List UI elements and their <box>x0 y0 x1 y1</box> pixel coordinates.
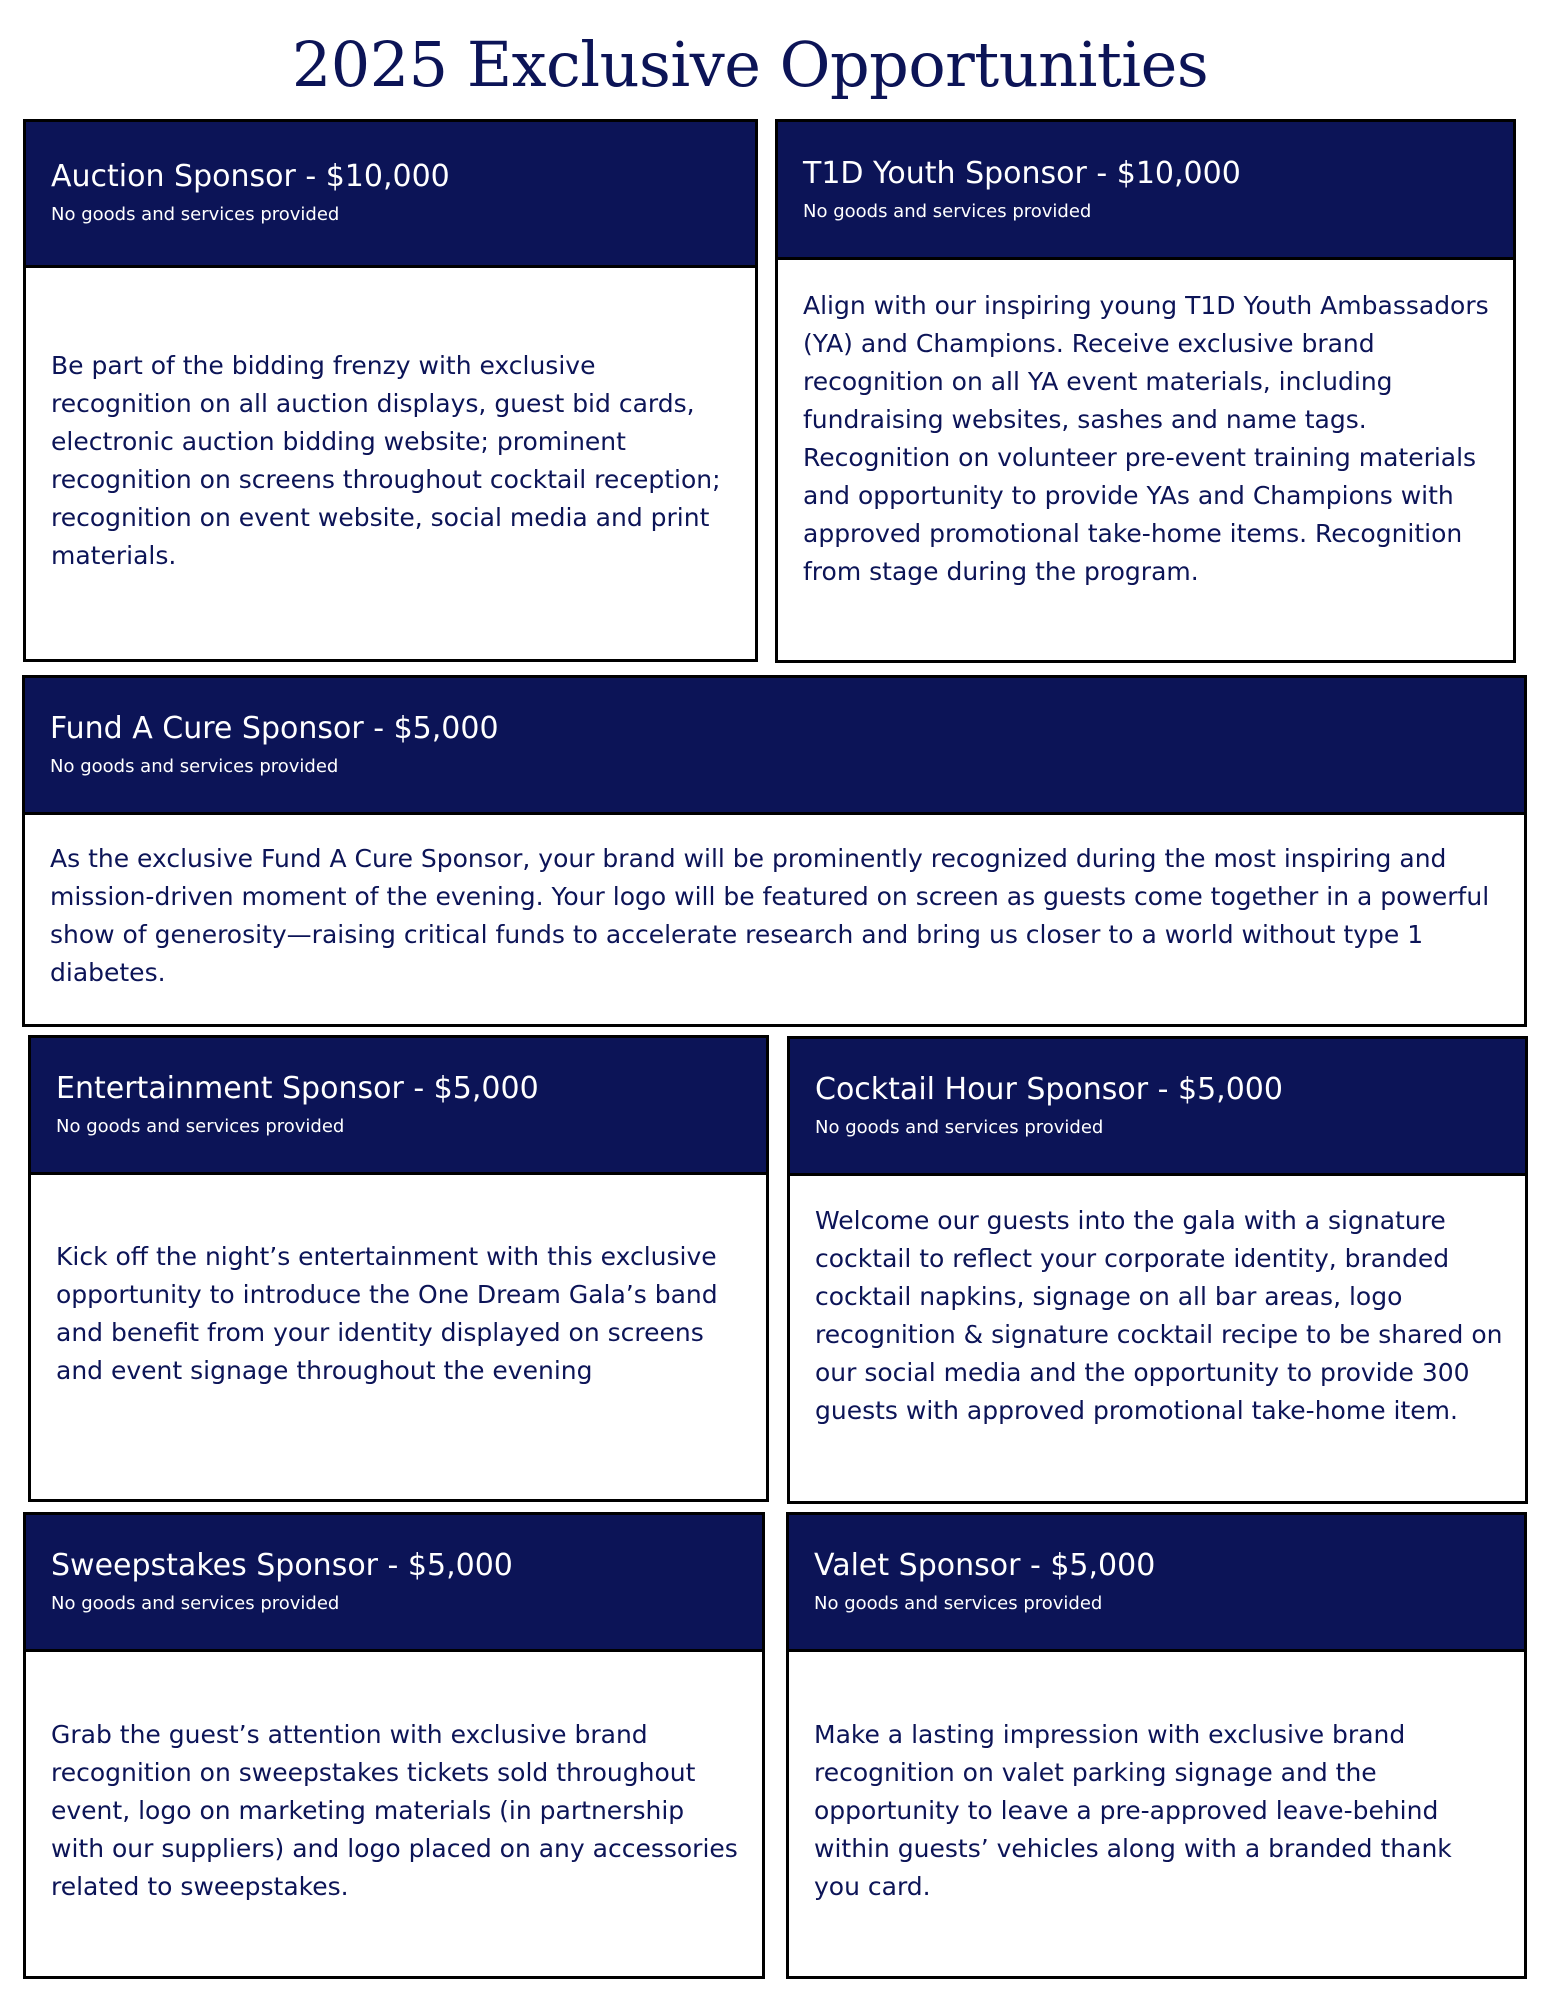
sponsor-title: Cocktail Hour Sponsor - $5,000 <box>815 1072 1283 1107</box>
sponsor-card-auction <box>23 119 758 662</box>
sponsor-card-valet <box>786 1512 1527 1979</box>
sponsor-header <box>25 678 1524 815</box>
sponsor-note: No goods and services provided <box>803 201 1092 222</box>
sponsor-card-fund-a-cure <box>22 675 1527 1027</box>
sponsor-note: No goods and services provided <box>51 204 340 225</box>
sponsor-header <box>790 1039 1525 1176</box>
sponsor-note: No goods and services provided <box>56 1116 345 1137</box>
sponsor-note: No goods and services provided <box>50 756 339 777</box>
sponsor-description: Make a lasting impression with exclusive brand recognition on valet parking signage and the opportunity to leave a pre-approved leave-behind within guests’ vehicles along with a branded thank you card. <box>814 1720 1452 1901</box>
sponsor-description: Be part of the bidding frenzy with exclusive recognition on all auction displays, guest bid cards, electronic auction bidding website; prominent recognition on screens throughout cocktail reception; recognition on event website, social media and print materials. <box>51 351 721 570</box>
sponsor-description: Kick off the night’s entertainment with this exclusive opportunity to introduce the One Dream Gala’s band and benefit from your identity displayed on screens and event signage throughout the evening <box>56 1242 718 1385</box>
sponsor-card-t1d-youth <box>775 119 1516 663</box>
sponsor-header <box>26 122 755 268</box>
sponsor-card-cocktail-hour <box>787 1036 1528 1504</box>
sponsor-note: No goods and services provided <box>51 1593 340 1614</box>
sponsor-header <box>778 122 1513 260</box>
sponsor-card-entertainment <box>28 1035 769 1502</box>
sponsor-title: Auction Sponsor - $10,000 <box>51 159 450 194</box>
sponsor-card-sweepstakes <box>23 1512 765 1979</box>
sponsor-title: T1D Youth Sponsor - $10,000 <box>803 156 1241 191</box>
sponsor-header <box>31 1038 766 1175</box>
sponsor-description: As the exclusive Fund A Cure Sponsor, your brand will be prominently recognized during the most inspiring and mission-driven moment of the evening. Your logo will be featured on screen as guests come together in a powerful show of generosity—raising critical funds to accelerate research and bring us closer to a world without type 1 diabetes. <box>50 844 1490 987</box>
sponsor-note: No goods and services provided <box>815 1117 1104 1138</box>
sponsor-title: Fund A Cure Sponsor - $5,000 <box>50 711 499 746</box>
sponsor-title: Sweepstakes Sponsor - $5,000 <box>51 1548 513 1583</box>
sponsor-note: No goods and services provided <box>814 1593 1103 1614</box>
sponsor-header <box>789 1515 1524 1652</box>
sponsor-header <box>26 1515 762 1652</box>
page-title: 2025 Exclusive Opportunities <box>291 28 1209 101</box>
sponsor-description: Welcome our guests into the gala with a signature cocktail to reflect your corporate identity, branded cocktail napkins, signage on all bar areas, logo recognition & signature cocktail recipe to be shared on our social media and the opportunity to provide 300 guests with approved promotional take-home item. <box>815 1206 1503 1425</box>
sponsor-description: Align with our inspiring young T1D Youth Ambassadors (YA) and Champions. Receive exclusive brand recognition on all YA event materials, including fundraising websites, sashes and name tags. Recognition on volunteer pre-event training materials and opportunity to provide YAs and Champions with approved promotional take-home items. Recognition from stage during the program. <box>803 291 1489 586</box>
sponsor-description: Grab the guest’s attention with exclusive brand recognition on sweepstakes tickets sold throughout event, logo on marketing materials (in partnership with our suppliers) and logo placed on any accessories related to sweepstakes. <box>51 1720 738 1901</box>
sponsor-title: Entertainment Sponsor - $5,000 <box>56 1071 539 1106</box>
sponsor-title: Valet Sponsor - $5,000 <box>814 1548 1156 1583</box>
